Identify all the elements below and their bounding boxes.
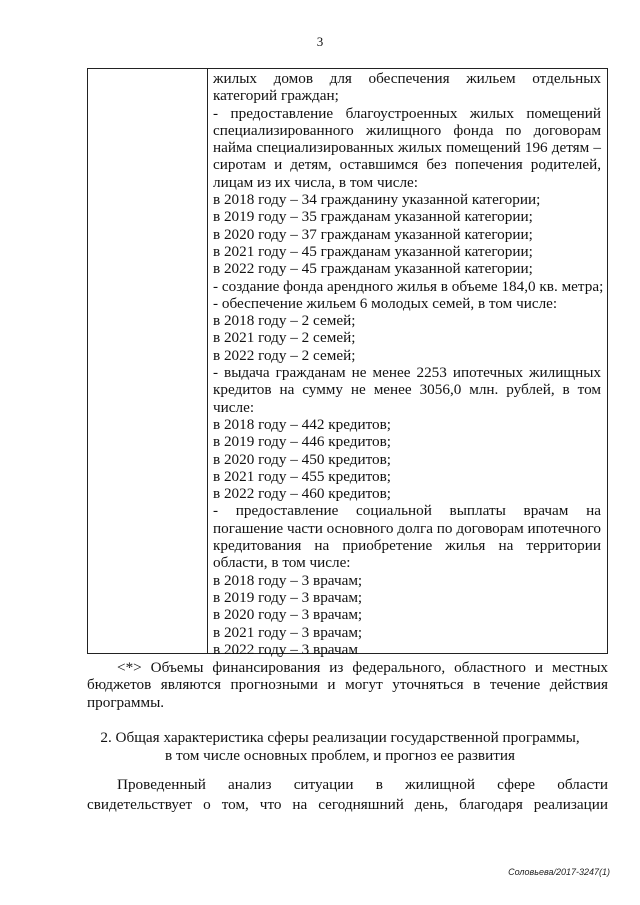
table-cell-line: в 2022 году – 3 врачам <box>213 640 358 658</box>
table-cell-line: в 2019 году – 446 кредитов; <box>213 433 392 451</box>
table-cell-line: в 2022 году – 45 гражданам указанной категории; <box>213 260 533 278</box>
table-cell-line: в 2021 году – 45 гражданам указанной категории; <box>213 242 533 260</box>
section-heading <box>60 729 620 765</box>
table-cell-line: в 2021 году – 455 кредитов; <box>213 467 392 485</box>
table-cell-line: категорий граждан; <box>213 87 339 105</box>
body-paragraph <box>87 775 608 815</box>
table-cell-line: в 2022 году – 460 кредитов; <box>213 485 392 503</box>
table-cell-line: в 2020 году – 450 кредитов; <box>213 450 392 468</box>
table-cell-line: области, в том числе: <box>213 554 351 572</box>
section-heading-line-1: 2. Общая характеристика сферы реализации государственной программы, <box>100 729 580 746</box>
paragraph-line-2: свидетельствует о том, что на сегодняшний день, благодаря реализации <box>87 796 608 813</box>
table-cell-line: кредитования на приобретение жилья на территории <box>213 537 601 555</box>
page-number: 3 <box>316 34 324 49</box>
program-table <box>87 68 608 658</box>
table-cell-line: найма специализированных жилых помещений 196 детям – <box>213 139 601 157</box>
table-cell-line: - предоставление благоустроенных жилых помещений <box>213 104 601 122</box>
table-cell-line: в 2018 году – 442 кредитов; <box>213 415 392 433</box>
table-cell-line: кредитов на сумму не менее 3056,0 млн. рублей, в том <box>213 381 601 399</box>
table-column-divider <box>207 69 208 653</box>
table-cell-line: в 2018 году – 2 семей; <box>213 312 356 330</box>
table-cell-line: в 2020 году – 37 гражданам указанной категории; <box>213 225 533 243</box>
table-cell-line: в 2022 году – 2 семей; <box>213 346 356 364</box>
table-cell-line: - предоставление социальной выплаты врачам на <box>213 502 601 520</box>
table-cell-line: жилых домов для обеспечения жильем отдельных <box>213 70 601 87</box>
table-cell-line: - выдача гражданам не менее 2253 ипотечных жилищных <box>213 364 601 382</box>
footnote <box>87 659 608 711</box>
table-cell-line: погашение части основного долга по договорам ипотечного <box>213 519 601 537</box>
table-cell-line: - создание фонда арендного жилья в объеме 184,0 кв. метра; <box>213 277 604 295</box>
document-reference: Соловьева/2017-3247(1) <box>508 867 610 877</box>
table-cell-line: в 2019 году – 35 гражданам указанной категории; <box>213 208 533 226</box>
table-cell-line: специализированного жилищного фонда по договорам <box>213 121 601 139</box>
paragraph-line-1: Проведенный анализ ситуации в жилищной сфере области <box>117 776 608 793</box>
table-cell-line: в 2018 году – 34 гражданину указанной категории; <box>213 191 541 209</box>
section-heading-line-2: в том числе основных проблем, и прогноз ее развития <box>165 747 515 764</box>
footnote-text: <*> Объемы финансирования из федерального, областного и местных бюджетов являются прогнозными и могут уточняться в течение действия программы. <box>87 659 608 711</box>
table-cell-line: лицам из их числа, в том числе: <box>213 173 419 191</box>
table-cell-line: в 2021 году – 3 врачам; <box>213 623 363 641</box>
table-cell-line: в 2019 году – 3 врачам; <box>213 588 363 606</box>
table-cell-line: в 2020 году – 3 врачам; <box>213 606 363 624</box>
table-cell-line: сиротам и детям, оставшимся без попечения родителей, <box>213 156 601 174</box>
table-cell-line: - обеспечение жильем 6 молодых семей, в том числе: <box>213 294 558 312</box>
table-cell-line: в 2021 году – 2 семей; <box>213 329 356 347</box>
table-cell-line: в 2018 году – 3 врачам; <box>213 571 363 589</box>
table-cell-line: числе: <box>213 398 255 416</box>
table-right-cell <box>213 70 604 658</box>
